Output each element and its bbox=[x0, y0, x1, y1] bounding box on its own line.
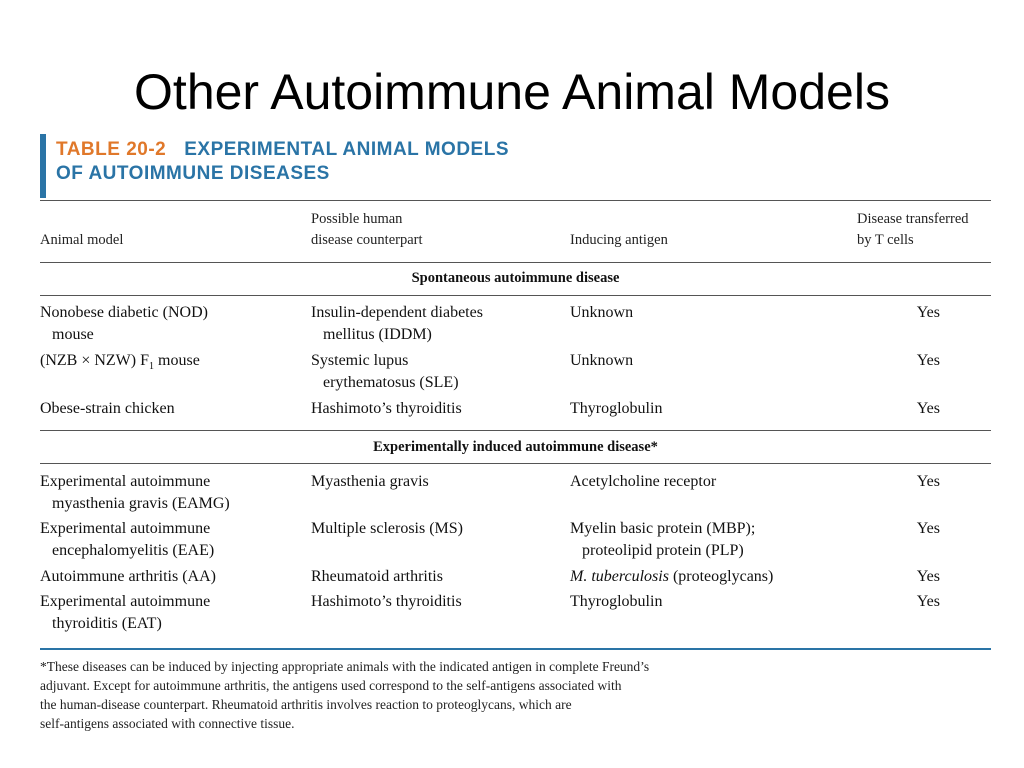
table-cell-disease: Myasthenia gravis bbox=[311, 473, 429, 490]
column-header-human-counterpart-l2: disease counterpart bbox=[311, 232, 423, 248]
table-cell-model bbox=[40, 471, 230, 515]
header-bottom-rule bbox=[40, 262, 991, 263]
table-cell-disease: Rheumatoid arthritis bbox=[311, 568, 443, 585]
cell-text: encephalomyelitis (EAE) bbox=[52, 542, 215, 559]
cell-text: Nonobese diabetic (NOD) bbox=[40, 304, 208, 321]
column-header-transferred-l1: Disease transferred bbox=[857, 211, 969, 227]
cell-text: Insulin-dependent diabetes bbox=[311, 304, 483, 321]
table-cell-transferred: Yes bbox=[916, 352, 940, 369]
section-heading-induced: Experimentally induced autoimmune disease* bbox=[373, 439, 658, 455]
column-header-transferred bbox=[857, 209, 969, 251]
table-caption bbox=[40, 134, 646, 198]
cell-text: mouse bbox=[52, 326, 94, 343]
footnote-line: self-antigens associated with connective tissue. bbox=[40, 716, 295, 731]
table-cell-disease bbox=[311, 302, 483, 346]
table-cell-transferred: Yes bbox=[916, 304, 940, 321]
column-header-animal-model: Animal model bbox=[40, 232, 124, 248]
table-cell-disease: Multiple sclerosis (MS) bbox=[311, 520, 463, 537]
cell-text: Experimental autoimmune bbox=[40, 593, 211, 610]
cell-text: (NZB × NZW) F bbox=[40, 352, 150, 369]
table-cell-disease bbox=[311, 350, 459, 394]
column-header-human-counterpart-l1: Possible human bbox=[311, 211, 403, 227]
table-number: TABLE 20-2 bbox=[56, 139, 167, 160]
table-bottom-rule bbox=[40, 648, 991, 650]
section-heading-spontaneous: Spontaneous autoimmune disease bbox=[411, 270, 620, 286]
cell-text: thyroiditis (EAT) bbox=[52, 615, 162, 632]
section-rule bbox=[40, 463, 991, 464]
table-cell-transferred: Yes bbox=[916, 473, 940, 490]
cell-text: erythematosus (SLE) bbox=[323, 374, 459, 391]
table-title-line-1: EXPERIMENTAL ANIMAL MODELS bbox=[184, 139, 509, 160]
section-rule bbox=[40, 295, 991, 296]
table-cell-antigen bbox=[570, 566, 773, 588]
table-footnote bbox=[40, 657, 760, 733]
slide-title: Other Autoimmune Animal Models bbox=[134, 64, 890, 120]
table-cell-antigen bbox=[570, 518, 755, 562]
column-header-human-counterpart bbox=[311, 209, 423, 251]
cell-text: proteolipid protein (PLP) bbox=[582, 542, 744, 559]
column-header-transferred-l2: by T cells bbox=[857, 232, 914, 248]
table-cell-disease: Hashimoto’s thyroiditis bbox=[311, 400, 462, 417]
table-cell-model: Obese-strain chicken bbox=[40, 400, 175, 417]
cell-text: (proteoglycans) bbox=[668, 568, 774, 585]
cell-text-italic: M. tuberculosis bbox=[570, 568, 669, 585]
table-cell-antigen: Thyroglobulin bbox=[570, 400, 663, 417]
footnote-line: the human-disease counterpart. Rheumatoid arthritis involves reaction to proteoglycans, which are bbox=[40, 697, 572, 712]
table-cell-transferred: Yes bbox=[916, 400, 940, 417]
footnote-line: *These diseases can be induced by injecting appropriate animals with the indicated antigen in complete Freund’s bbox=[40, 659, 650, 674]
table-top-rule bbox=[40, 200, 991, 201]
table-cell-transferred: Yes bbox=[916, 568, 940, 585]
subscript: 1 bbox=[149, 361, 155, 373]
table-cell-antigen: Acetylcholine receptor bbox=[570, 473, 717, 490]
table-cell-antigen: Thyroglobulin bbox=[570, 593, 663, 610]
footnote-line: adjuvant. Except for autoimmune arthritis, the antigens used correspond to the self-antigens associated with bbox=[40, 678, 622, 693]
table-cell-transferred: Yes bbox=[916, 593, 940, 610]
column-header-inducing-antigen: Inducing antigen bbox=[570, 232, 668, 248]
cell-text: Myelin basic protein (MBP); bbox=[570, 520, 756, 537]
table-title-line-2: OF AUTOIMMUNE DISEASES bbox=[56, 163, 330, 184]
cell-text: Experimental autoimmune bbox=[40, 473, 211, 490]
cell-text: Systemic lupus bbox=[311, 352, 409, 369]
table-cell-antigen: Unknown bbox=[570, 304, 634, 321]
table-cell-model bbox=[40, 518, 214, 562]
table-cell-model bbox=[40, 591, 210, 635]
cell-text: myasthenia gravis (EAMG) bbox=[52, 495, 230, 512]
table-cell-model: Autoimmune arthritis (AA) bbox=[40, 568, 216, 585]
table-cell-antigen: Unknown bbox=[570, 352, 634, 369]
cell-text: mouse bbox=[154, 352, 200, 369]
section-rule bbox=[40, 430, 991, 431]
table-cell-model bbox=[40, 302, 208, 346]
table-cell-disease: Hashimoto’s thyroiditis bbox=[311, 593, 462, 610]
table-cell-transferred: Yes bbox=[916, 520, 940, 537]
table-caption-line-1 bbox=[56, 139, 509, 161]
cell-text: Experimental autoimmune bbox=[40, 520, 211, 537]
table-cell-model bbox=[40, 350, 200, 378]
cell-text: mellitus (IDDM) bbox=[323, 326, 432, 343]
